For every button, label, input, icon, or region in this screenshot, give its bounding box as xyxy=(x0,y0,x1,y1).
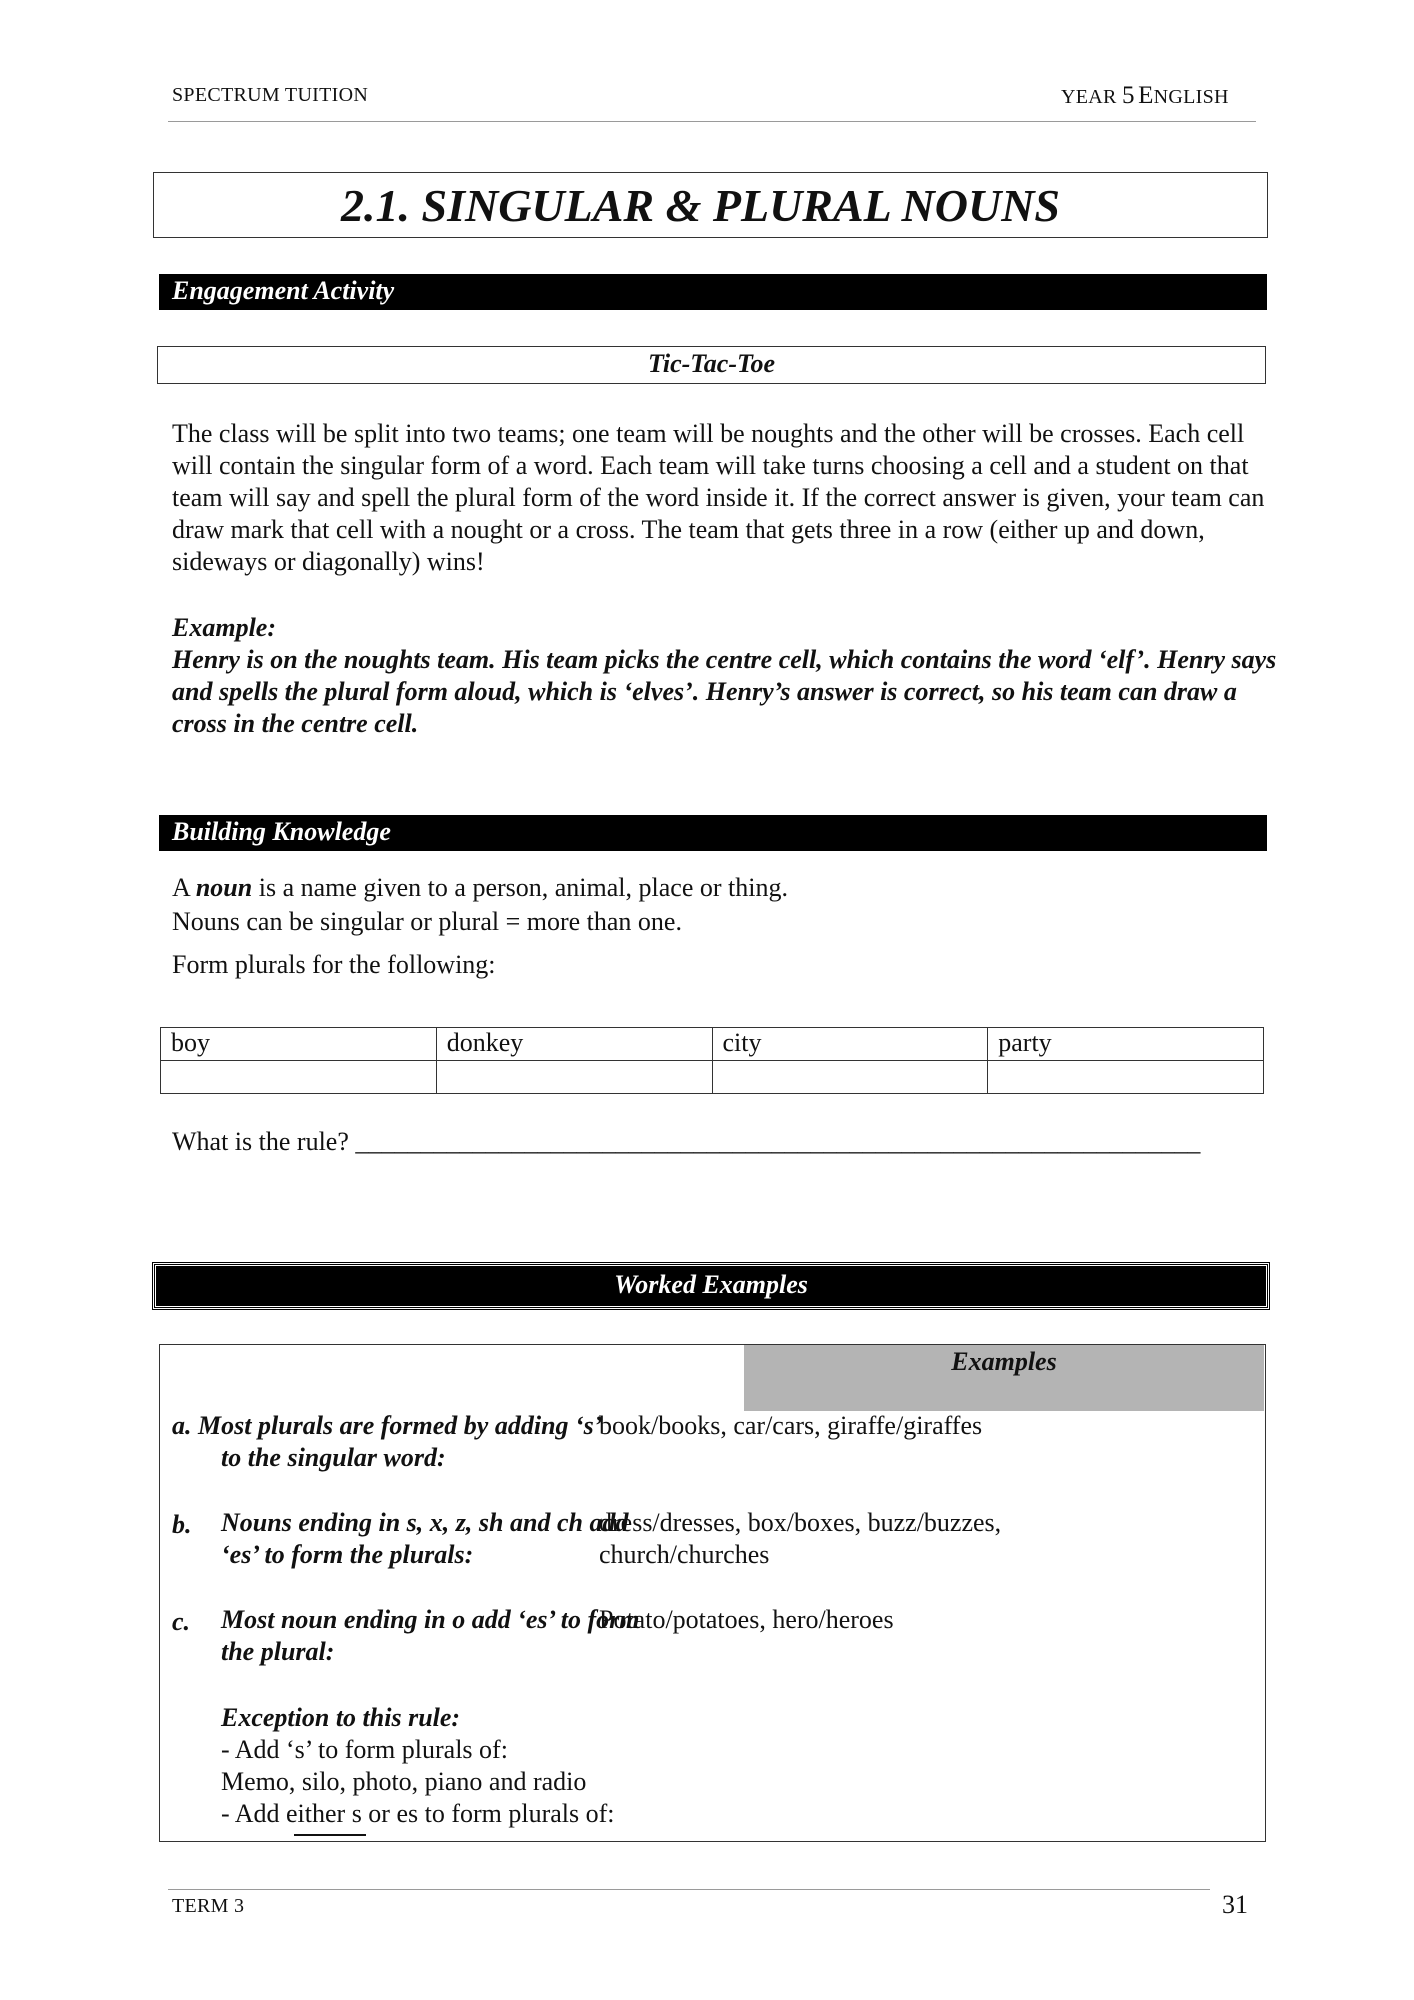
footer-rule xyxy=(168,1889,1210,1890)
rule-a-line1: a. Most plurals are formed by adding ‘s’ xyxy=(172,1411,603,1440)
answer-cell[interactable] xyxy=(161,1061,437,1094)
activity-title: Tic-Tac-Toe xyxy=(647,349,776,378)
answer-cell[interactable] xyxy=(712,1061,988,1094)
noun-def-bold: noun xyxy=(195,873,253,902)
engagement-heading-bar xyxy=(159,274,1267,310)
exception-line1: - Add ‘s’ to form plurals of: xyxy=(221,1735,508,1764)
header-left: SPECTRUM TUITION xyxy=(172,84,369,106)
rule-c-line1: Most noun ending in o add ‘es’ to form xyxy=(221,1605,640,1634)
word-cell: city xyxy=(712,1028,988,1061)
page-title: 2.1. SINGULAR & PLURAL NOUNS xyxy=(340,180,1061,231)
rule-b-line2: ‘es’ to form the plurals: xyxy=(221,1540,474,1569)
rule-a-line2: to the singular word: xyxy=(221,1443,446,1472)
engagement-heading: Engagement Activity xyxy=(172,276,395,305)
page-title-box xyxy=(153,172,1268,238)
rule-c-letter: c. xyxy=(172,1607,191,1636)
rule-c-examples: Potato/potatoes, hero/heroes xyxy=(599,1605,894,1634)
header-right xyxy=(1061,82,1229,110)
table-row xyxy=(161,1028,1264,1061)
worked-heading-bar xyxy=(153,1263,1269,1309)
header-year-number: 5 xyxy=(1121,82,1135,109)
answer-cell[interactable] xyxy=(436,1061,712,1094)
rule-c-line2: the plural: xyxy=(221,1637,335,1666)
exception-line3: - Add either s or es to form plurals of: xyxy=(221,1799,615,1828)
page-number: 31 xyxy=(1222,1890,1248,1919)
noun-def-post: is a name given to a person, animal, place or thing. xyxy=(252,873,788,902)
rule-a-examples: book/books, car/cars, giraffe/giraffes xyxy=(599,1411,983,1440)
noun-definition xyxy=(172,872,1282,904)
answer-cell[interactable] xyxy=(988,1061,1264,1094)
rule-b-line1: Nouns ending in s, x, z, sh and ch add xyxy=(221,1508,629,1537)
either-underline xyxy=(294,1834,366,1836)
examples-header-label: Examples xyxy=(951,1347,1057,1376)
form-plurals-instruction: Form plurals for the following: xyxy=(172,950,496,979)
exception-line2: Memo, silo, photo, piano and radio xyxy=(221,1767,587,1796)
rule-b-letter: b. xyxy=(172,1510,192,1539)
examples-header xyxy=(744,1345,1264,1411)
either-emphasis: either xyxy=(286,1799,346,1828)
rule-answer-line[interactable]: _________________________________________________________________ xyxy=(355,1127,1201,1156)
example-label: Example: xyxy=(172,613,276,642)
header-rule xyxy=(168,121,1256,122)
word-cell: donkey xyxy=(436,1028,712,1061)
rule-b-examples: dress/dresses, box/boxes, buzz/buzzes, church/churches xyxy=(599,1508,1002,1569)
activity-title-box xyxy=(157,346,1266,384)
building-heading: Building Knowledge xyxy=(172,817,391,846)
rule-question-label: What is the rule? xyxy=(172,1127,356,1156)
header-subject-initial: E xyxy=(1138,82,1154,109)
header-year-label: YEAR xyxy=(1061,86,1122,108)
worked-heading: Worked Examples xyxy=(614,1270,808,1299)
header-subject-rest: NGLISH xyxy=(1153,86,1229,108)
rule-question xyxy=(172,1126,1282,1158)
noun-def-pre: A xyxy=(172,873,196,902)
word-cell: boy xyxy=(161,1028,437,1061)
plurals-table xyxy=(160,1027,1264,1094)
table-row xyxy=(161,1061,1264,1094)
building-heading-bar xyxy=(159,815,1267,851)
word-cell: party xyxy=(988,1028,1264,1061)
footer-term: TERM 3 xyxy=(172,1895,245,1917)
example-text: Henry is on the noughts team. His team picks the centre cell, which contains the word ‘elf’. Henry says and spells the plural form aloud, which is ‘elves’. Henry’s answer is correct, so his team can draw a cross in the centre cell. xyxy=(172,645,1277,738)
exception-heading: Exception to this rule: xyxy=(221,1703,461,1732)
singular-plural-line: Nouns can be singular or plural = more than one. xyxy=(172,907,682,936)
activity-paragraph: The class will be split into two teams; one team will be noughts and the other will be crosses. Each cell will contain the singular form of a word. Each team will take turns choosing a cell and a student on that team will say and spell the plural form of the word inside it. If the correct answer is given, your team can draw mark that cell with a nought or a cross. The team that gets three in a row (either up and down, sideways or diagonally) wins! xyxy=(172,419,1265,576)
